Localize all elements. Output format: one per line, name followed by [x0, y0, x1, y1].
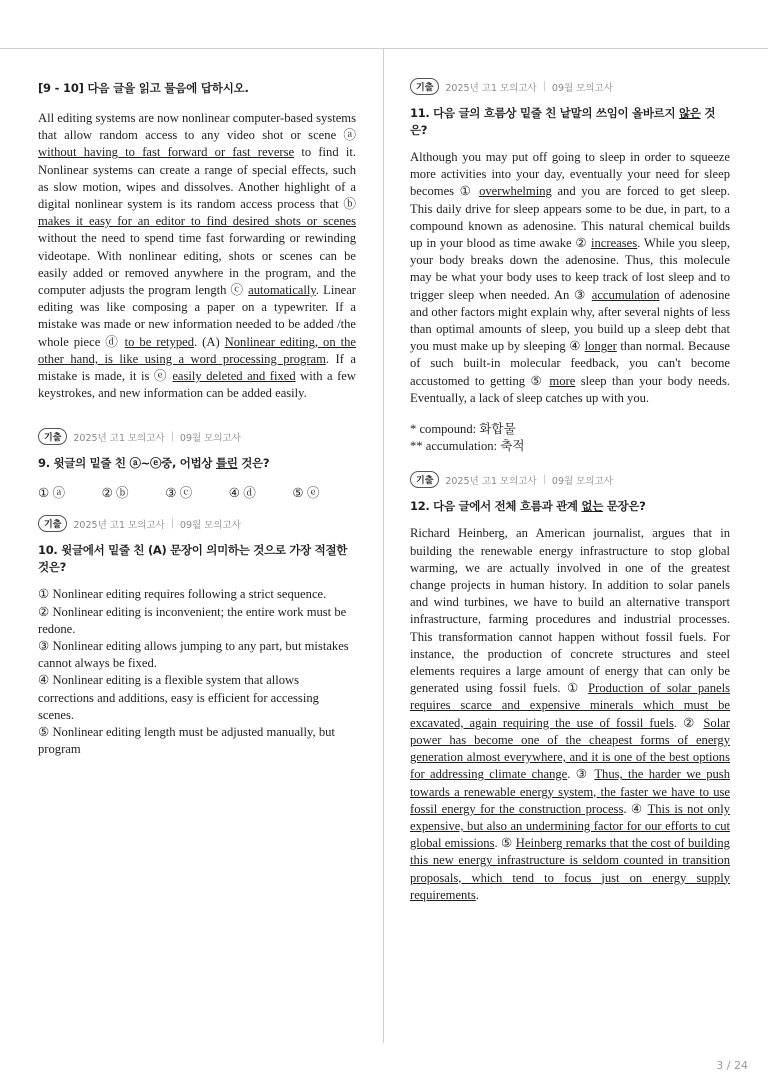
footnotes [410, 421, 730, 455]
underlined-phrase: more [549, 373, 576, 388]
underlined-phrase: makes it easy for an editor to find desired shots or scenes [38, 214, 356, 229]
underlined-phrase: Thus, the harder we push towards a renewable energy system, the faster we have to use fossil energy for the construction process [410, 767, 731, 816]
option-3[interactable]: ③ Nonlinear editing allows jumping to any part, but mistakes cannot always be fixed. [38, 639, 349, 671]
page-number: 3 / 24 [716, 1059, 748, 1072]
underlined-phrase: without having to fast forward or fast reverse [38, 145, 295, 160]
exam-year: 2025년 고1 모의고사 [73, 519, 165, 531]
footnote-1: * compound: 화합물 [410, 422, 516, 437]
footnote-2: ** accumulation: 축적 [410, 439, 525, 454]
exam-badge: 기출 [410, 78, 439, 95]
choice-1[interactable]: ① ⓐ [38, 486, 66, 501]
exam-badge: 기출 [38, 515, 67, 532]
q12-text-end: 문장은? [603, 499, 646, 514]
q9-text-end: 것은? [237, 456, 270, 471]
exam-month: 09월 모의고사 [551, 82, 613, 94]
q9-underlined: 틀린 [215, 456, 238, 471]
q11-meta [410, 78, 730, 95]
option-4[interactable]: ④ Nonlinear editing is a flexible system that allows corrections and additions, easy is efficient for accessing scenes. [38, 673, 319, 722]
underlined-phrase: Nonlinear editing, on the other hand, is like using a word processing program [38, 334, 356, 366]
exam-month: 09월 모의고사 [179, 432, 241, 444]
passage-12: Richard Heinberg, an American journalist, argues that in building the renewable energy infrastructure to stop global warming, we are actually involved in one of the greatest change projects in human history. In addition to solar panels and wind turbines, we have to build an alternative transport infrastructure, farming procedures and industrial processes. This transformation cannot happen without fossil fuels. For instance, the production of concrete structures and steel elements requires a large amount of energy that can only be generated using fossil fuels. ① Production of solar panels requires scarce and expensive minerals which must be excavated, again requiring the use of fossil fuels. ② Solar power has become one of the cheapest forms of energy generation almost everywhere, and it is one of the best options for addressing climate change. ③ Thus, the harder we push towards a renewable energy system, the faster we have to use fossil energy for the construction process. ④ This is not only expensive, but also an undermining factor for our efforts to cut global emissions. ⑤ Heinberg remarks that the cost of building this new energy infrastructure is seldom counted in transition proposals, which tend to focus just on energy supply requirements. [410, 526, 731, 902]
underlined-phrase: Solar power has become one of the cheapest forms of energy generation almost everywhere, and it is one of the best options for addressing climate change [410, 715, 730, 782]
underlined-phrase: to be retyped [124, 334, 195, 349]
column-divider [383, 48, 384, 1043]
underlined-phrase: longer [584, 339, 617, 354]
exam-month: 09월 모의고사 [179, 519, 241, 531]
q9-text: 9. 윗글의 밑줄 친 ⓐ~ⓔ중, 어법상 [38, 456, 216, 471]
choice-5[interactable]: ⑤ ⓔ [292, 486, 320, 501]
option-2[interactable]: ② Nonlinear editing is inconvenient; the entire work must be redone. [38, 604, 347, 636]
header-rule [0, 48, 768, 49]
underlined-phrase: automatically [248, 283, 316, 298]
meta-separator: | [170, 431, 174, 443]
underlined-phrase: accumulation [591, 287, 660, 302]
exam-month: 09월 모의고사 [551, 475, 613, 487]
exam-year: 2025년 고1 모의고사 [445, 82, 537, 94]
choice-4[interactable]: ④ ⓓ [228, 486, 256, 501]
exam-year: 2025년 고1 모의고사 [73, 432, 165, 444]
question-11 [410, 105, 730, 139]
underlined-phrase: Heinberg remarks that the cost of building this new energy infrastructure is seldom counted in transition proposals, which tend to focus just on energy supply requirements [410, 836, 730, 902]
q10-options [38, 586, 356, 758]
meta-separator: | [542, 81, 546, 92]
q11-text-end: 것은? [410, 106, 716, 137]
underlined-phrase: easily deleted and fixed [172, 369, 296, 384]
q9-meta [38, 428, 356, 445]
exam-badge: 기출 [38, 428, 67, 445]
left-column [38, 70, 356, 758]
choice-2[interactable]: ② ⓑ [101, 486, 129, 501]
q12-underlined: 없는 [581, 499, 604, 514]
passage-heading: [9 - 10] 다음 글을 읽고 물음에 답하시오. [38, 81, 249, 95]
passage-9-10: All editing systems are now nonlinear computer-based systems that allow random access to any video shot or scene ⓐ without having to fast forward or fast reverse to find it. Nonlinear systems can create a range of special effects, such as slow motion, wipes and dissolves. Another highlight of a digital nonlinear system is its random access process that ⓑ makes it easy for an editor to find desired shots or scenes without the need to spend time fast forwarding or rewinding videotape. With nonlinear editing, shots or scenes can be easily added or removed anywhere in the program, and the computer adjusts the program length ⓒ automatically. Linear editing was like composing a paper on a typewriter. If a mistake was made or new information needed to be added /the whole piece ⓓ to be retyped. (A) Nonlinear editing, on the other hand, is like using a word processing program. If a mistake is made, it is ⓔ easily deleted and fixed with a few keystrokes, and new information can be added easily. [38, 111, 356, 401]
option-5[interactable]: ⑤ Nonlinear editing length must be adjusted manually, but program [38, 725, 335, 757]
passage-11: Although you may put off going to sleep in order to squeeze more activities into your day, eventually your need for sleep becomes ① overwhelming and you are forced to get sleep. This daily drive for sleep appears some to be due, in part, to a compound known as adenosine. This natural chemical builds up in your blood as time awake ② increases. While you sleep, your body breaks down the adenosine. Thus, this molecule may be what your body uses to keep track of lost sleep and to trigger sleep when needed. An ③ accumulation of adenosine and other factors might explain why, after several nights of less than optimal amounts of sleep, you build up a sleep debt that you must make up by sleeping ④ longer than normal. Because of such built-in molecular feedback, you can't become accustomed to getting ⑤ more sleep than your body needs. Eventually, a lack of sleep catches up with you. [410, 150, 730, 405]
meta-separator: | [542, 474, 546, 486]
q12-text: 12. 다음 글에서 전체 흐름과 관계 [410, 499, 582, 514]
underlined-phrase: increases [591, 236, 638, 251]
choice-3[interactable]: ③ ⓒ [165, 486, 193, 501]
underlined-phrase: This is not only expensive, but also an undermining factor for our efforts to cut global emissions [410, 801, 730, 851]
question-12 [410, 498, 730, 515]
q11-text: 11. 다음 글의 흐름상 밑줄 친 낱말의 쓰임이 올바르지 [410, 106, 679, 120]
underlined-phrase: Production of solar panels requires scarce and expensive minerals which must be excavated, again requiring the use of fossil fuels [410, 681, 730, 730]
exam-year: 2025년 고1 모의고사 [445, 475, 537, 487]
underlined-phrase: overwhelming [479, 184, 552, 199]
question-10: 10. 윗글에서 밑줄 친 (A) 문장이 의미하는 것으로 가장 적절한 것은? [38, 543, 348, 575]
right-column [410, 78, 730, 904]
meta-separator: | [170, 518, 174, 530]
q9-choices [38, 482, 356, 501]
q11-underlined: 않은 [678, 106, 701, 120]
option-1[interactable]: ① Nonlinear editing requires following a strict sequence. [38, 587, 327, 602]
q10-meta [38, 515, 356, 532]
question-9 [38, 455, 356, 472]
exam-badge: 기출 [410, 471, 439, 488]
q12-meta [410, 471, 730, 488]
